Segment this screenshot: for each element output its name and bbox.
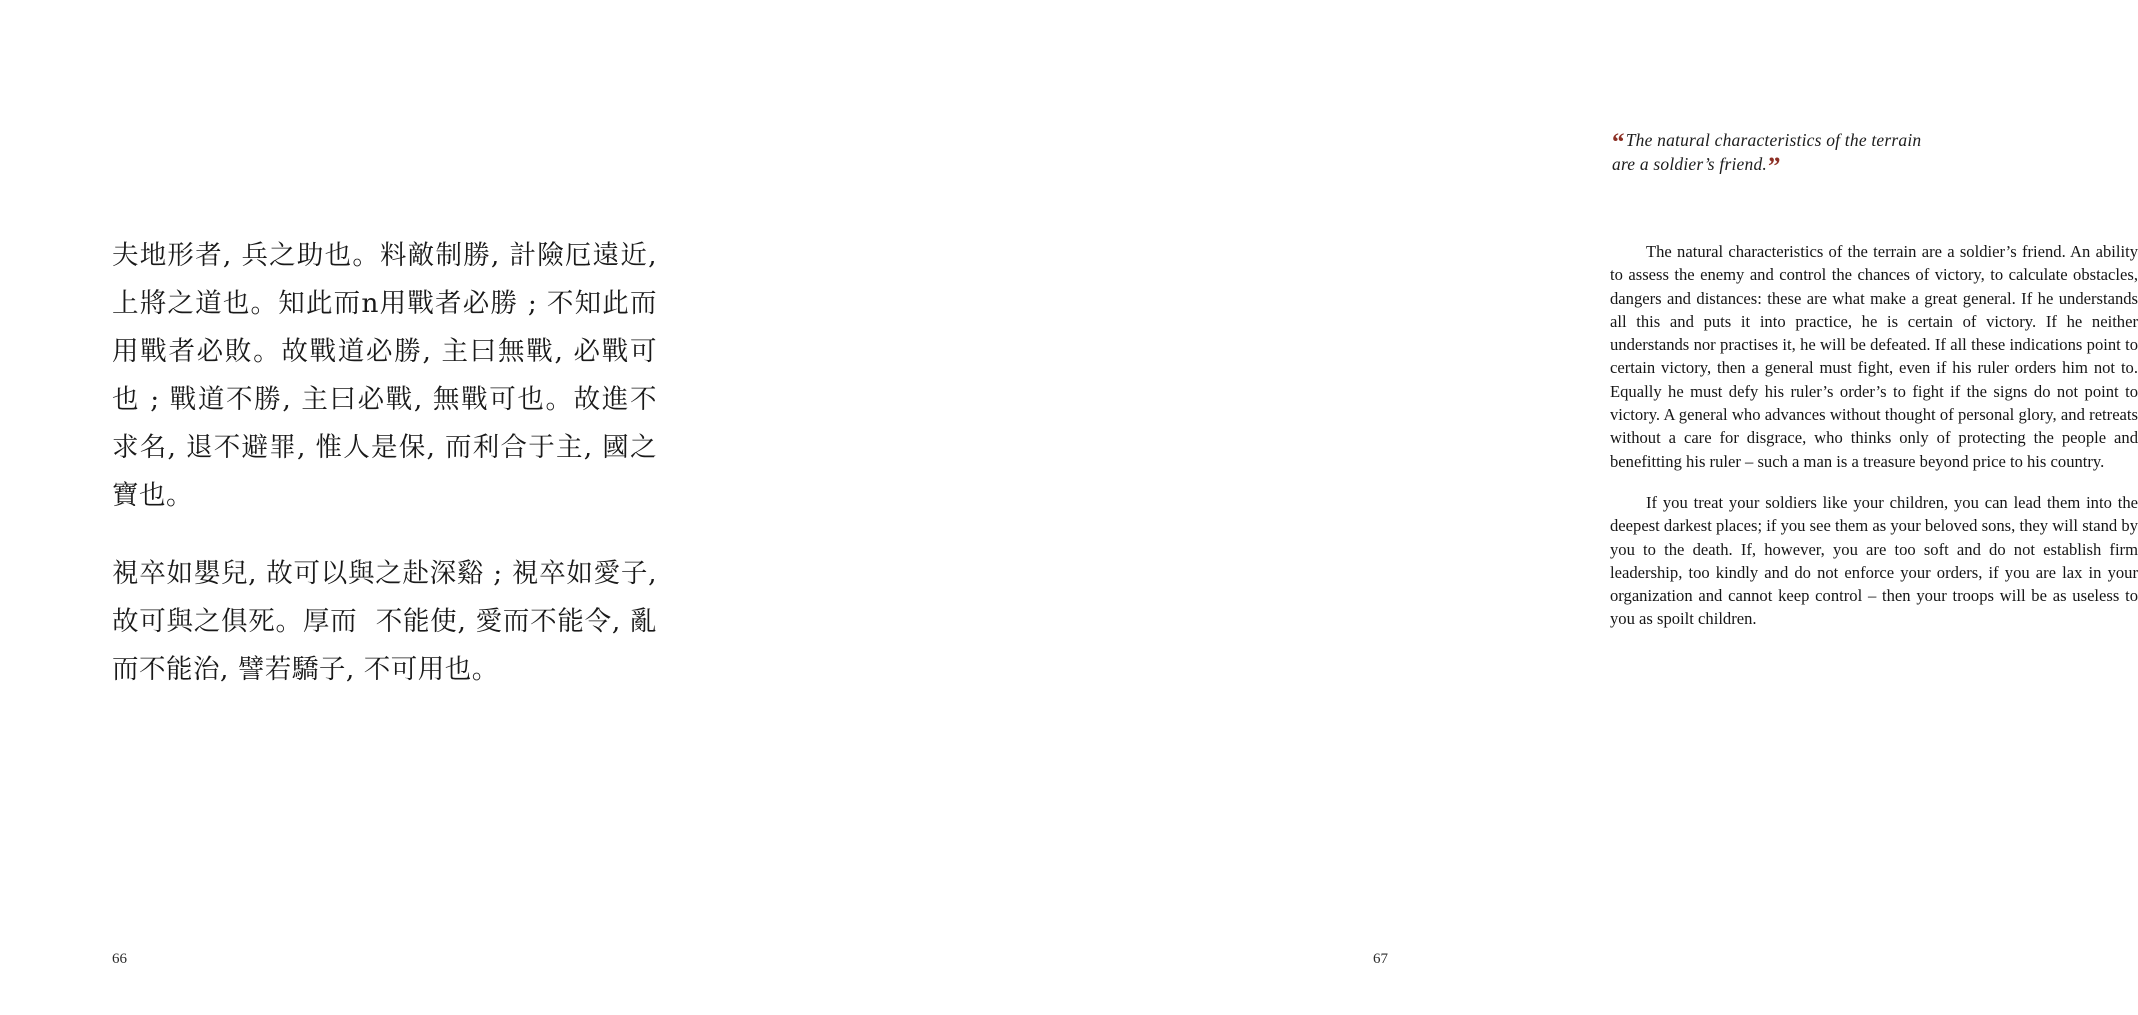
english-paragraph-1: The natural characteristics of the terrain are a soldier’s friend. An ability to assess the enemy and control the chances of victory, to calculate obstacles, dangers and distances: these are what make a great general. If he understands all this and puts it into practice, he is certain of victory. If he neither understands nor practises it, he will be defeated. If all these indications point to certain victory, then a general must fight, even if his ruler orders him not to. Equally he must defy his ruler’s order’s to fight if the signs do not point to victory. A general who advances without thought of personal glory, and retreats without a care for disgrace, who thinks only of protecting the people and benefitting his ruler – such a man is a treasure beyond price to his country. [1610, 242, 2138, 471]
english-text-block [1610, 240, 2138, 631]
quote-open-icon: “ [1612, 129, 1625, 156]
pull-quote [1612, 128, 1942, 180]
quote-close-icon: ” [1767, 153, 1781, 180]
chinese-paragraph-1: 夫地形者, 兵之助也。料敵制勝, 計險厄遠近, 上將之道也。知此而n用戰者必勝 ; 不知此而用戰者必敗。故戰道必勝, 主曰無戰, 必戰可也 ; 戰道不勝, 主曰必戰, 無戰可也。故進不求名, 退不避罪, 惟人是保, 而利合于主, 國之寶也。 [112, 240, 666, 511]
chinese-paragraph-2: 視卒如嬰兒, 故可以與之赴深谿 ; 視卒如愛子, 故可與之俱死。厚而 不能使, 愛而不能令, 亂而不能治, 譬若驕子, 不可用也。 [112, 558, 666, 685]
english-paragraph-2: If you treat your soldiers like your children, you can lead them into the deepest darkest places; if you see them as your beloved sons, they will stand by you to the death. If, however, you are too soft and do not establish firm leadership, too kindly and do not enforce your orders, if you are lax in your organization and cannot keep control – then your troops will be as useless to you as spoilt children. [1610, 492, 2138, 629]
left-page [0, 0, 750, 1015]
chinese-text-block [112, 232, 666, 694]
right-page [750, 0, 2138, 1015]
page-number-left: 66 [112, 951, 127, 967]
page-number-right: 67 [1373, 951, 1388, 967]
pull-quote-text: The natural characteristics of the terrain are a soldier’s friend. [1612, 130, 1922, 174]
